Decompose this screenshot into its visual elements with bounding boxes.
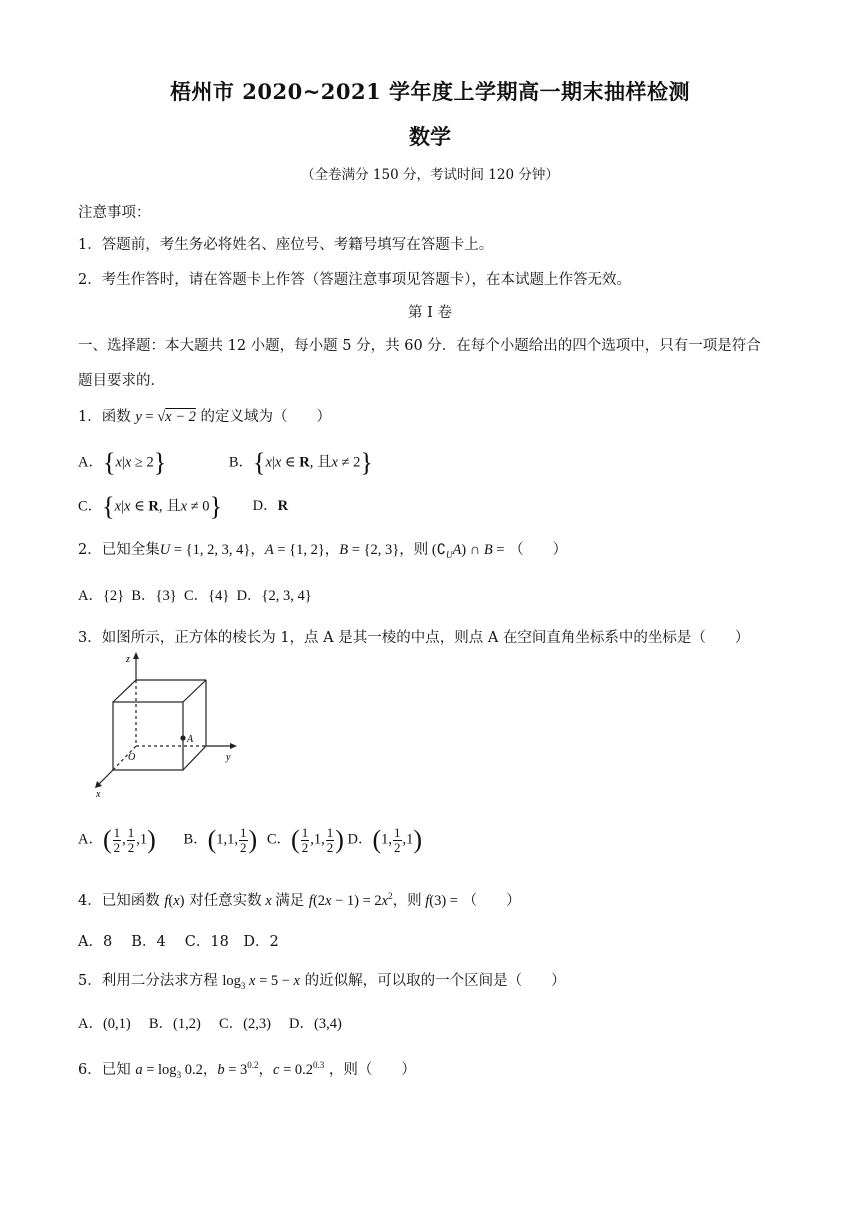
exam-note: （全卷满分 150 分，考试时间 120 分钟） <box>301 167 559 183</box>
q3-option-d: D．(1, $\frac{1}{2}$ ,1) <box>347 824 423 855</box>
part-heading-line2: 题目要求的． <box>78 373 165 389</box>
q5-options: A．(0,1) B．(1,2) C．(2,3) D．(3,4) <box>78 1016 342 1032</box>
subject-title: 数学 <box>409 124 451 149</box>
exam-title: 梧州市 2020~2021 学年度上学期高一期末抽样检测 <box>169 79 691 104</box>
question-1: 1．函数 y = √x − 2 的定义域为（ ） <box>78 409 332 425</box>
part-heading-line1: 一、选择题：本大题共 12 小题，每小题 5 分，共 60 分．在每个小题给出的四个选项中，只有一项是符合 <box>78 338 761 354</box>
notice-heading: 注意事项： <box>78 205 151 221</box>
q2-prefix: 2．已知全集 <box>78 542 160 558</box>
q4-paren: （ ） <box>462 893 521 909</box>
q6-suffix: ，则（ ） <box>328 1062 416 1078</box>
notice-item-1: 1．答题前，考生务必将姓名、座位号、考籍号填写在答题卡上。 <box>78 237 494 253</box>
notice-item-2: 2．考生作答时，请在答题卡上作答（答题注意事项见答题卡），在本试题上作答无效。 <box>78 272 631 288</box>
q1-prefix: 1．函数 <box>78 409 131 425</box>
q4-prefix: 4．已知函数 <box>78 893 160 909</box>
q4-mid: 对任意实数 <box>189 893 262 909</box>
q1-option-b: B．{x|x ∈ R, 且x ≠ 2} <box>228 448 373 477</box>
question-3: 3．如图所示，正方体的棱长为 1，点 A 是其一棱的中点，则点 A 在空间直角坐标系中的坐标是（ ） <box>78 630 750 646</box>
q5-prefix: 5．利用二分法求方程 <box>78 973 218 989</box>
q1-option-a: A．{x|x ≥ 2} <box>78 448 167 477</box>
point-a-label: A <box>187 734 194 745</box>
origin-label: O <box>128 752 136 763</box>
q1-option-d: D．R <box>252 498 289 515</box>
q3-option-a: A．( $\frac{1}{2}$ , $\frac{1}{2}$ ,1) <box>78 824 156 855</box>
q1-options-row2 <box>78 492 288 522</box>
q3-options <box>78 825 422 855</box>
q6-prefix: 6．已知 <box>78 1062 131 1078</box>
axis-label-y: y <box>226 752 231 763</box>
axis-label-x: x <box>96 789 101 800</box>
q1-formula: y <box>135 409 142 425</box>
question-6: 6．已知 $a = \log_3 0.2$，$b = 3^{0.2}$，$c = 0.2^{0.3}$ ，则（ ） <box>78 1060 416 1080</box>
q1-options-row1 <box>78 448 373 478</box>
question-2: 2．已知全集U = {1, 2, 3, 4}，A = {1, 2}，B = {2, 3}，则 $(∁_UA)$ ∩ B = （ ） <box>78 542 568 560</box>
q3-option-c: C．( $\frac{1}{2}$ ,1, $\frac{1}{2}$ ) <box>266 824 344 855</box>
volume-label: 第 I 卷 <box>408 305 452 321</box>
q3-option-b: B．(1,1, $\frac{1}{2}$ ) <box>183 824 258 855</box>
question-4: 4．已知函数 f(x) 对任意实数 x 满足 $f(2x - 1) = 2x^2$，则 f(3) = （ ） <box>78 891 521 909</box>
q2-options: A．{2} B．{3} C．{4} D．{2, 3, 4} <box>78 588 312 604</box>
axis-label-z: z <box>126 654 130 665</box>
q4-options: A．8 B．4 C．18 D．2 <box>78 934 279 950</box>
q5-suffix: 的近似解，可以取的一个区间是（ ） <box>304 973 566 989</box>
cube-coordinate-figure <box>88 650 248 800</box>
q1-option-c: C．{x|x ∈ R, 且x ≠ 0} <box>78 492 223 521</box>
q4-mid2: 满足 <box>275 893 305 909</box>
q2-paren: （ ） <box>509 542 568 558</box>
q1-suffix: 的定义域为（ ） <box>200 409 332 425</box>
question-5: 5．利用二分法求方程 $\log_3 x = 5 - x$ 的近似解，可以取的一个区间是（ ） <box>78 973 566 991</box>
